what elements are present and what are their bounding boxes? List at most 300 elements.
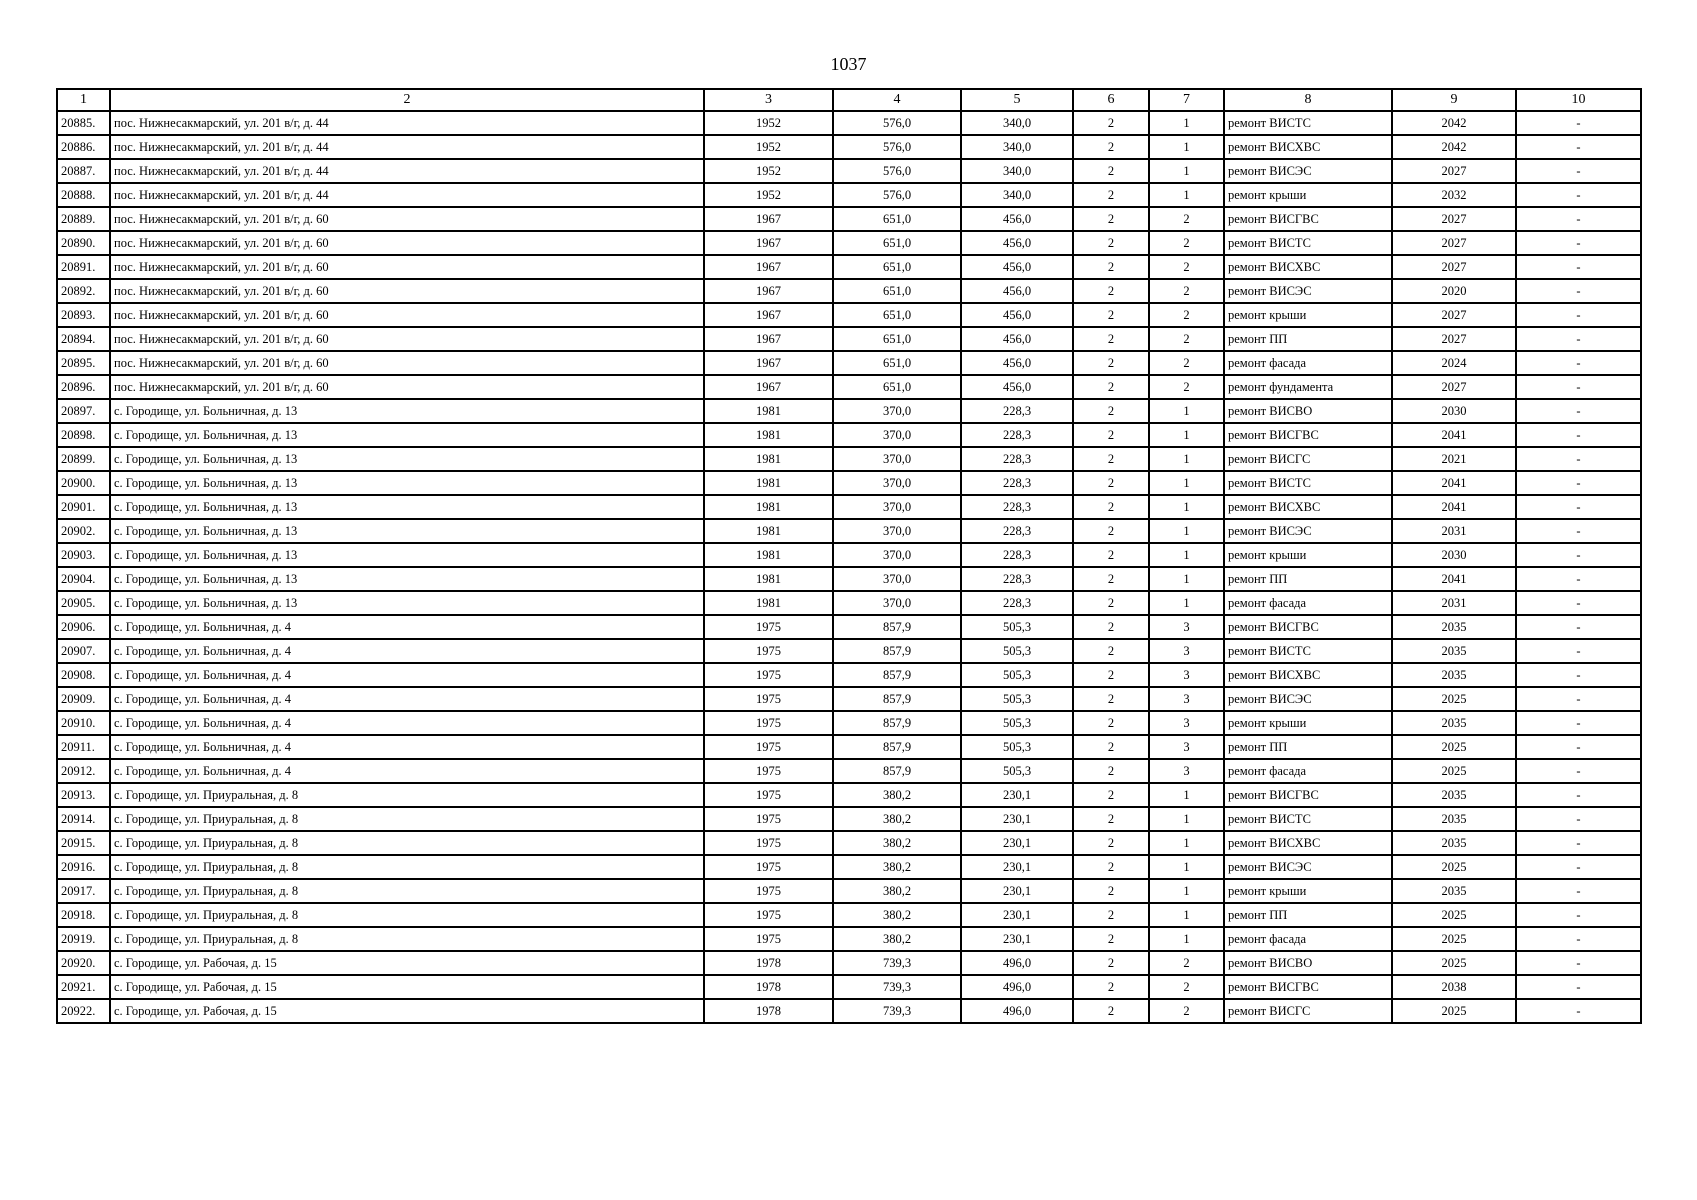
floors-cell: 2 [1073, 327, 1149, 351]
note-cell: - [1516, 879, 1641, 903]
work-type-cell: ремонт ПП [1224, 327, 1392, 351]
living-area-cell: 228,3 [961, 447, 1073, 471]
build-year-cell: 1981 [704, 423, 833, 447]
work-type-cell: ремонт ВИСХВС [1224, 255, 1392, 279]
work-type-cell: ремонт ВИСГВС [1224, 783, 1392, 807]
floors-cell: 2 [1073, 495, 1149, 519]
entrances-cell: 2 [1149, 951, 1224, 975]
living-area-cell: 505,3 [961, 759, 1073, 783]
floors-cell: 2 [1073, 135, 1149, 159]
address-cell: с. Городище, ул. Приуральная, д. 8 [110, 831, 704, 855]
entrances-cell: 1 [1149, 111, 1224, 135]
entrances-cell: 2 [1149, 975, 1224, 999]
note-cell: - [1516, 975, 1641, 999]
work-type-cell: ремонт ВИСТС [1224, 639, 1392, 663]
build-year-cell: 1967 [704, 231, 833, 255]
build-year-cell: 1975 [704, 903, 833, 927]
planned-year-cell: 2024 [1392, 351, 1516, 375]
planned-year-cell: 2035 [1392, 783, 1516, 807]
floors-cell: 2 [1073, 711, 1149, 735]
living-area-cell: 228,3 [961, 543, 1073, 567]
planned-year-cell: 2035 [1392, 639, 1516, 663]
address-cell: с. Городище, ул. Больничная, д. 4 [110, 735, 704, 759]
living-area-cell: 456,0 [961, 231, 1073, 255]
build-year-cell: 1981 [704, 447, 833, 471]
note-cell: - [1516, 927, 1641, 951]
planned-year-cell: 2027 [1392, 303, 1516, 327]
row-number-cell: 20920. [57, 951, 110, 975]
floors-cell: 2 [1073, 519, 1149, 543]
table-row [57, 711, 1641, 735]
work-type-cell: ремонт ВИСТС [1224, 111, 1392, 135]
build-year-cell: 1981 [704, 543, 833, 567]
total-area-cell: 380,2 [833, 831, 961, 855]
row-number-cell: 20888. [57, 183, 110, 207]
planned-year-cell: 2041 [1392, 495, 1516, 519]
address-cell: с. Городище, ул. Больничная, д. 4 [110, 711, 704, 735]
work-type-cell: ремонт ВИСГВС [1224, 615, 1392, 639]
table-row [57, 471, 1641, 495]
address-cell: с. Городище, ул. Больничная, д. 13 [110, 567, 704, 591]
build-year-cell: 1967 [704, 327, 833, 351]
planned-year-cell: 2041 [1392, 471, 1516, 495]
address-cell: пос. Нижнесакмарский, ул. 201 в/г, д. 60 [110, 351, 704, 375]
planned-year-cell: 2030 [1392, 543, 1516, 567]
total-area-cell: 576,0 [833, 159, 961, 183]
note-cell: - [1516, 447, 1641, 471]
work-type-cell: ремонт ВИСХВС [1224, 831, 1392, 855]
entrances-cell: 2 [1149, 231, 1224, 255]
floors-cell: 2 [1073, 615, 1149, 639]
build-year-cell: 1952 [704, 183, 833, 207]
note-cell: - [1516, 423, 1641, 447]
floors-cell: 2 [1073, 231, 1149, 255]
total-area-cell: 370,0 [833, 495, 961, 519]
living-area-cell: 496,0 [961, 975, 1073, 999]
total-area-cell: 857,9 [833, 687, 961, 711]
note-cell: - [1516, 687, 1641, 711]
note-cell: - [1516, 855, 1641, 879]
address-cell: с. Городище, ул. Больничная, д. 13 [110, 519, 704, 543]
row-number-cell: 20921. [57, 975, 110, 999]
row-number-cell: 20910. [57, 711, 110, 735]
living-area-cell: 505,3 [961, 687, 1073, 711]
build-year-cell: 1952 [704, 111, 833, 135]
living-area-cell: 456,0 [961, 303, 1073, 327]
work-type-cell: ремонт ВИСГВС [1224, 423, 1392, 447]
total-area-cell: 380,2 [833, 783, 961, 807]
entrances-cell: 2 [1149, 255, 1224, 279]
floors-cell: 2 [1073, 471, 1149, 495]
living-area-cell: 230,1 [961, 783, 1073, 807]
total-area-cell: 380,2 [833, 879, 961, 903]
table-row [57, 231, 1641, 255]
total-area-cell: 370,0 [833, 447, 961, 471]
note-cell: - [1516, 327, 1641, 351]
work-type-cell: ремонт ВИСГВС [1224, 975, 1392, 999]
column-header: 8 [1224, 89, 1392, 111]
table-row [57, 519, 1641, 543]
build-year-cell: 1967 [704, 375, 833, 399]
address-cell: с. Городище, ул. Больничная, д. 13 [110, 495, 704, 519]
planned-year-cell: 2027 [1392, 375, 1516, 399]
work-type-cell: ремонт крыши [1224, 183, 1392, 207]
address-cell: пос. Нижнесакмарский, ул. 201 в/г, д. 60 [110, 279, 704, 303]
floors-cell: 2 [1073, 855, 1149, 879]
entrances-cell: 1 [1149, 855, 1224, 879]
row-number-cell: 20912. [57, 759, 110, 783]
address-cell: с. Городище, ул. Рабочая, д. 15 [110, 975, 704, 999]
total-area-cell: 380,2 [833, 903, 961, 927]
living-area-cell: 340,0 [961, 111, 1073, 135]
note-cell: - [1516, 735, 1641, 759]
table-row [57, 807, 1641, 831]
planned-year-cell: 2042 [1392, 135, 1516, 159]
entrances-cell: 1 [1149, 591, 1224, 615]
address-cell: с. Городище, ул. Приуральная, д. 8 [110, 879, 704, 903]
living-area-cell: 230,1 [961, 927, 1073, 951]
build-year-cell: 1975 [704, 855, 833, 879]
entrances-cell: 2 [1149, 375, 1224, 399]
total-area-cell: 370,0 [833, 543, 961, 567]
table-row [57, 447, 1641, 471]
entrances-cell: 3 [1149, 639, 1224, 663]
entrances-cell: 1 [1149, 879, 1224, 903]
note-cell: - [1516, 279, 1641, 303]
work-type-cell: ремонт ПП [1224, 567, 1392, 591]
floors-cell: 2 [1073, 975, 1149, 999]
table-row [57, 783, 1641, 807]
work-type-cell: ремонт ВИСЭС [1224, 159, 1392, 183]
row-number-cell: 20895. [57, 351, 110, 375]
entrances-cell: 2 [1149, 279, 1224, 303]
living-area-cell: 505,3 [961, 711, 1073, 735]
work-type-cell: ремонт ВИСГС [1224, 999, 1392, 1023]
floors-cell: 2 [1073, 783, 1149, 807]
floors-cell: 2 [1073, 591, 1149, 615]
living-area-cell: 230,1 [961, 831, 1073, 855]
table-row [57, 183, 1641, 207]
table-row [57, 207, 1641, 231]
column-header: 9 [1392, 89, 1516, 111]
living-area-cell: 228,3 [961, 567, 1073, 591]
row-number-cell: 20909. [57, 687, 110, 711]
entrances-cell: 1 [1149, 159, 1224, 183]
row-number-cell: 20887. [57, 159, 110, 183]
entrances-cell: 3 [1149, 687, 1224, 711]
note-cell: - [1516, 183, 1641, 207]
row-number-cell: 20915. [57, 831, 110, 855]
total-area-cell: 380,2 [833, 807, 961, 831]
build-year-cell: 1975 [704, 663, 833, 687]
build-year-cell: 1952 [704, 159, 833, 183]
entrances-cell: 2 [1149, 351, 1224, 375]
floors-cell: 2 [1073, 639, 1149, 663]
note-cell: - [1516, 831, 1641, 855]
table-row [57, 495, 1641, 519]
note-cell: - [1516, 351, 1641, 375]
address-cell: пос. Нижнесакмарский, ул. 201 в/г, д. 44 [110, 135, 704, 159]
work-type-cell: ремонт фасада [1224, 591, 1392, 615]
entrances-cell: 1 [1149, 903, 1224, 927]
planned-year-cell: 2027 [1392, 327, 1516, 351]
living-area-cell: 505,3 [961, 639, 1073, 663]
table-row [57, 855, 1641, 879]
floors-cell: 2 [1073, 879, 1149, 903]
build-year-cell: 1967 [704, 303, 833, 327]
address-cell: с. Городище, ул. Приуральная, д. 8 [110, 783, 704, 807]
build-year-cell: 1975 [704, 879, 833, 903]
table-row [57, 255, 1641, 279]
build-year-cell: 1981 [704, 471, 833, 495]
entrances-cell: 1 [1149, 783, 1224, 807]
work-type-cell: ремонт ВИСЭС [1224, 855, 1392, 879]
entrances-cell: 1 [1149, 471, 1224, 495]
row-number-cell: 20894. [57, 327, 110, 351]
table-body [57, 111, 1641, 1023]
entrances-cell: 3 [1149, 735, 1224, 759]
entrances-cell: 1 [1149, 543, 1224, 567]
note-cell: - [1516, 399, 1641, 423]
floors-cell: 2 [1073, 255, 1149, 279]
total-area-cell: 857,9 [833, 639, 961, 663]
note-cell: - [1516, 951, 1641, 975]
floors-cell: 2 [1073, 447, 1149, 471]
row-number-cell: 20886. [57, 135, 110, 159]
build-year-cell: 1981 [704, 591, 833, 615]
planned-year-cell: 2025 [1392, 759, 1516, 783]
floors-cell: 2 [1073, 207, 1149, 231]
row-number-cell: 20904. [57, 567, 110, 591]
table-row [57, 639, 1641, 663]
build-year-cell: 1981 [704, 495, 833, 519]
table-row [57, 903, 1641, 927]
entrances-cell: 1 [1149, 831, 1224, 855]
table-row [57, 879, 1641, 903]
address-cell: пос. Нижнесакмарский, ул. 201 в/г, д. 60 [110, 231, 704, 255]
floors-cell: 2 [1073, 807, 1149, 831]
living-area-cell: 230,1 [961, 879, 1073, 903]
address-cell: пос. Нижнесакмарский, ул. 201 в/г, д. 44 [110, 111, 704, 135]
entrances-cell: 1 [1149, 495, 1224, 519]
address-cell: пос. Нижнесакмарский, ул. 201 в/г, д. 60 [110, 255, 704, 279]
work-type-cell: ремонт ВИСХВС [1224, 663, 1392, 687]
address-cell: с. Городище, ул. Больничная, д. 13 [110, 423, 704, 447]
planned-year-cell: 2025 [1392, 855, 1516, 879]
planned-year-cell: 2025 [1392, 999, 1516, 1023]
entrances-cell: 3 [1149, 615, 1224, 639]
row-number-cell: 20918. [57, 903, 110, 927]
planned-year-cell: 2025 [1392, 951, 1516, 975]
table-row [57, 735, 1641, 759]
table-row [57, 975, 1641, 999]
entrances-cell: 1 [1149, 519, 1224, 543]
note-cell: - [1516, 639, 1641, 663]
address-cell: с. Городище, ул. Приуральная, д. 8 [110, 903, 704, 927]
work-type-cell: ремонт фундамента [1224, 375, 1392, 399]
note-cell: - [1516, 711, 1641, 735]
total-area-cell: 370,0 [833, 591, 961, 615]
work-type-cell: ремонт ПП [1224, 903, 1392, 927]
column-header: 6 [1073, 89, 1149, 111]
living-area-cell: 505,3 [961, 663, 1073, 687]
build-year-cell: 1975 [704, 927, 833, 951]
row-number-cell: 20922. [57, 999, 110, 1023]
work-type-cell: ремонт ВИСХВС [1224, 135, 1392, 159]
row-number-cell: 20911. [57, 735, 110, 759]
living-area-cell: 230,1 [961, 807, 1073, 831]
address-cell: с. Городище, ул. Больничная, д. 4 [110, 615, 704, 639]
entrances-cell: 2 [1149, 207, 1224, 231]
total-area-cell: 370,0 [833, 519, 961, 543]
address-cell: с. Городище, ул. Приуральная, д. 8 [110, 927, 704, 951]
total-area-cell: 739,3 [833, 975, 961, 999]
build-year-cell: 1978 [704, 999, 833, 1023]
total-area-cell: 370,0 [833, 423, 961, 447]
floors-cell: 2 [1073, 183, 1149, 207]
row-number-cell: 20914. [57, 807, 110, 831]
living-area-cell: 456,0 [961, 375, 1073, 399]
floors-cell: 2 [1073, 423, 1149, 447]
build-year-cell: 1975 [704, 831, 833, 855]
planned-year-cell: 2038 [1392, 975, 1516, 999]
note-cell: - [1516, 471, 1641, 495]
table-row [57, 615, 1641, 639]
row-number-cell: 20903. [57, 543, 110, 567]
total-area-cell: 651,0 [833, 207, 961, 231]
address-cell: с. Городище, ул. Рабочая, д. 15 [110, 999, 704, 1023]
address-cell: пос. Нижнесакмарский, ул. 201 в/г, д. 44 [110, 159, 704, 183]
work-type-cell: ремонт крыши [1224, 303, 1392, 327]
build-year-cell: 1975 [704, 687, 833, 711]
address-cell: с. Городище, ул. Приуральная, д. 8 [110, 855, 704, 879]
build-year-cell: 1952 [704, 135, 833, 159]
build-year-cell: 1975 [704, 783, 833, 807]
planned-year-cell: 2031 [1392, 591, 1516, 615]
row-number-cell: 20898. [57, 423, 110, 447]
table-row [57, 159, 1641, 183]
address-cell: с. Городище, ул. Больничная, д. 13 [110, 399, 704, 423]
table-row [57, 135, 1641, 159]
floors-cell: 2 [1073, 543, 1149, 567]
note-cell: - [1516, 663, 1641, 687]
table-row [57, 927, 1641, 951]
living-area-cell: 228,3 [961, 423, 1073, 447]
total-area-cell: 739,3 [833, 951, 961, 975]
planned-year-cell: 2035 [1392, 807, 1516, 831]
build-year-cell: 1978 [704, 951, 833, 975]
living-area-cell: 228,3 [961, 591, 1073, 615]
planned-year-cell: 2035 [1392, 615, 1516, 639]
planned-year-cell: 2027 [1392, 159, 1516, 183]
column-header: 10 [1516, 89, 1641, 111]
living-area-cell: 228,3 [961, 495, 1073, 519]
build-year-cell: 1981 [704, 399, 833, 423]
column-header: 7 [1149, 89, 1224, 111]
planned-year-cell: 2021 [1392, 447, 1516, 471]
note-cell: - [1516, 567, 1641, 591]
row-number-cell: 20900. [57, 471, 110, 495]
living-area-cell: 228,3 [961, 471, 1073, 495]
total-area-cell: 857,9 [833, 663, 961, 687]
table-row [57, 663, 1641, 687]
table-row [57, 399, 1641, 423]
living-area-cell: 456,0 [961, 351, 1073, 375]
row-number-cell: 20907. [57, 639, 110, 663]
row-number-cell: 20917. [57, 879, 110, 903]
planned-year-cell: 2030 [1392, 399, 1516, 423]
total-area-cell: 651,0 [833, 231, 961, 255]
note-cell: - [1516, 159, 1641, 183]
build-year-cell: 1967 [704, 279, 833, 303]
entrances-cell: 1 [1149, 807, 1224, 831]
entrances-cell: 3 [1149, 663, 1224, 687]
work-type-cell: ремонт ВИСВО [1224, 951, 1392, 975]
address-cell: с. Городище, ул. Больничная, д. 4 [110, 687, 704, 711]
entrances-cell: 2 [1149, 999, 1224, 1023]
total-area-cell: 651,0 [833, 375, 961, 399]
planned-year-cell: 2031 [1392, 519, 1516, 543]
build-year-cell: 1967 [704, 351, 833, 375]
row-number-cell: 20893. [57, 303, 110, 327]
table-row [57, 591, 1641, 615]
note-cell: - [1516, 135, 1641, 159]
living-area-cell: 230,1 [961, 855, 1073, 879]
column-header: 1 [57, 89, 110, 111]
table-row [57, 567, 1641, 591]
floors-cell: 2 [1073, 903, 1149, 927]
address-cell: с. Городище, ул. Больничная, д. 4 [110, 759, 704, 783]
living-area-cell: 230,1 [961, 903, 1073, 927]
floors-cell: 2 [1073, 927, 1149, 951]
work-type-cell: ремонт крыши [1224, 879, 1392, 903]
total-area-cell: 380,2 [833, 927, 961, 951]
row-number-cell: 20905. [57, 591, 110, 615]
entrances-cell: 1 [1149, 183, 1224, 207]
living-area-cell: 340,0 [961, 159, 1073, 183]
floors-cell: 2 [1073, 111, 1149, 135]
note-cell: - [1516, 519, 1641, 543]
build-year-cell: 1978 [704, 975, 833, 999]
floors-cell: 2 [1073, 999, 1149, 1023]
row-number-cell: 20901. [57, 495, 110, 519]
work-type-cell: ремонт крыши [1224, 543, 1392, 567]
address-cell: пос. Нижнесакмарский, ул. 201 в/г, д. 60 [110, 375, 704, 399]
total-area-cell: 370,0 [833, 567, 961, 591]
table-row [57, 111, 1641, 135]
table-row [57, 543, 1641, 567]
total-area-cell: 576,0 [833, 183, 961, 207]
column-header: 5 [961, 89, 1073, 111]
note-cell: - [1516, 207, 1641, 231]
total-area-cell: 857,9 [833, 711, 961, 735]
entrances-cell: 2 [1149, 303, 1224, 327]
floors-cell: 2 [1073, 279, 1149, 303]
work-type-cell: ремонт фасада [1224, 759, 1392, 783]
planned-year-cell: 2035 [1392, 711, 1516, 735]
floors-cell: 2 [1073, 351, 1149, 375]
planned-year-cell: 2041 [1392, 423, 1516, 447]
total-area-cell: 576,0 [833, 111, 961, 135]
floors-cell: 2 [1073, 399, 1149, 423]
address-cell: с. Городище, ул. Больничная, д. 4 [110, 639, 704, 663]
note-cell: - [1516, 903, 1641, 927]
total-area-cell: 651,0 [833, 255, 961, 279]
floors-cell: 2 [1073, 159, 1149, 183]
work-type-cell: ремонт ВИСТС [1224, 807, 1392, 831]
total-area-cell: 651,0 [833, 351, 961, 375]
living-area-cell: 505,3 [961, 735, 1073, 759]
